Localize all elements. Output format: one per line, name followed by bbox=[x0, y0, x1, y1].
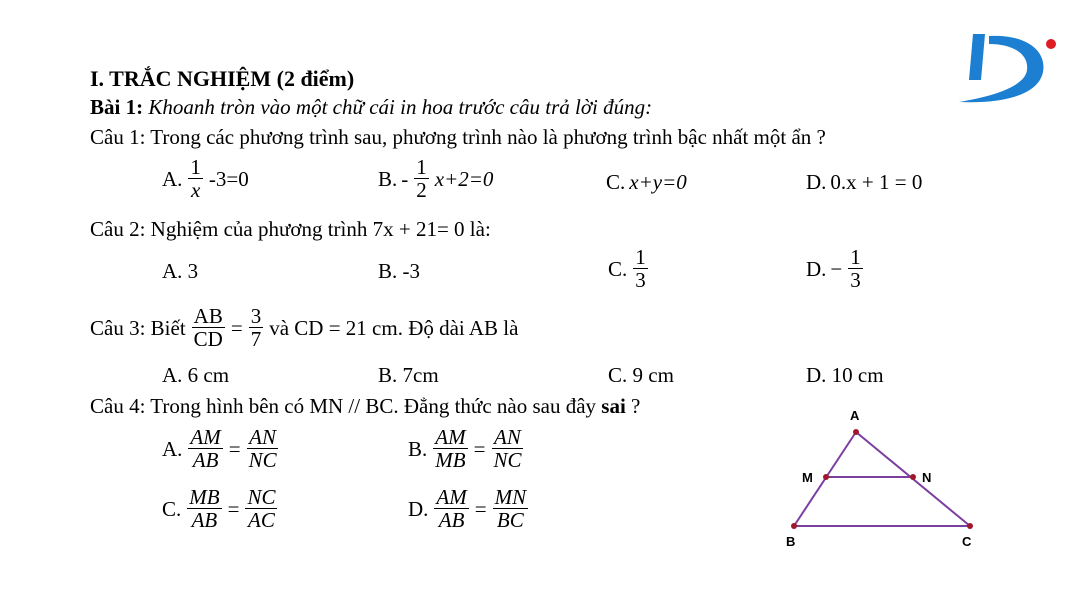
point-c bbox=[967, 523, 973, 529]
fraction bbox=[491, 426, 523, 471]
q3-suffix: và CD = 21 cm. Độ dài AB là bbox=[269, 315, 519, 340]
fraction bbox=[188, 426, 222, 471]
denominator: CD bbox=[193, 327, 223, 351]
numerator: AM bbox=[435, 425, 466, 449]
option-label: D. bbox=[408, 496, 429, 521]
label-m: M bbox=[802, 470, 813, 485]
minus-sign: - bbox=[401, 166, 409, 191]
expression: x+y=0 bbox=[629, 170, 687, 194]
fraction-ab-cd bbox=[192, 305, 225, 350]
option-label: C. bbox=[162, 496, 182, 521]
q4-text-pre: Câu 4: Trong hình bên có MN // BC. Đẳng thức nào sau đây bbox=[90, 394, 602, 418]
q3-option-a[interactable]: A. 6 cm bbox=[162, 363, 230, 387]
fraction bbox=[187, 486, 221, 531]
numerator: 1 bbox=[416, 155, 427, 179]
logo-d-icon bbox=[955, 28, 1065, 108]
numerator: AB bbox=[193, 304, 223, 328]
question-3-text bbox=[90, 305, 518, 350]
denominator: 7 bbox=[250, 327, 262, 351]
expression-tail: x+2=0 bbox=[434, 166, 494, 191]
q2-option-a[interactable]: A. 3 bbox=[162, 259, 199, 283]
fraction bbox=[434, 486, 468, 531]
denominator: x bbox=[191, 178, 201, 202]
q4-option-c[interactable] bbox=[162, 486, 279, 531]
q3-option-b[interactable]: B. 7cm bbox=[378, 363, 439, 387]
q4-text-bold: sai bbox=[601, 394, 626, 418]
fraction bbox=[848, 246, 863, 291]
q3-prefix: Câu 3: Biết bbox=[90, 315, 186, 340]
q1-option-c[interactable] bbox=[606, 169, 687, 195]
equals-sign: = bbox=[230, 315, 243, 340]
point-m bbox=[823, 474, 829, 480]
minus-sign: − bbox=[830, 256, 843, 281]
label-a: A bbox=[850, 408, 860, 423]
point-a bbox=[853, 429, 859, 435]
bai1-instruction: Khoanh tròn vào một chữ cái in hoa trước câu trả lời đúng: bbox=[148, 95, 653, 119]
numerator: AM bbox=[436, 485, 467, 509]
numerator: AN bbox=[494, 425, 521, 449]
q1-option-b[interactable] bbox=[378, 156, 493, 201]
fraction bbox=[414, 156, 429, 201]
option-label: C. bbox=[606, 170, 626, 194]
option-label: B. bbox=[408, 436, 428, 461]
option-label: A. bbox=[162, 436, 183, 461]
q4-option-a[interactable] bbox=[162, 426, 281, 471]
denominator: BC bbox=[496, 508, 524, 532]
numerator: 3 bbox=[250, 304, 262, 328]
denominator: 3 bbox=[635, 268, 646, 292]
bai1-label: Bài 1: bbox=[90, 95, 144, 119]
option-label: A. bbox=[162, 166, 183, 191]
q2-option-c[interactable] bbox=[608, 246, 650, 291]
q4-option-b[interactable] bbox=[408, 426, 525, 471]
fraction bbox=[633, 246, 648, 291]
q4-option-d[interactable] bbox=[408, 486, 530, 531]
fraction bbox=[188, 156, 203, 201]
q3-option-c[interactable]: C. 9 cm bbox=[608, 363, 674, 387]
fraction bbox=[247, 426, 279, 471]
denominator: 3 bbox=[850, 268, 861, 292]
equals-sign: = bbox=[474, 496, 487, 521]
q4-text-post: ? bbox=[625, 394, 641, 418]
question-2-text: Câu 2: Nghiệm của phương trình 7x + 21= 0 là: bbox=[90, 217, 491, 241]
option-label: C. bbox=[608, 256, 628, 281]
point-n bbox=[910, 474, 916, 480]
equals-sign: = bbox=[228, 436, 241, 461]
option-label: D. bbox=[806, 170, 827, 194]
q1-option-a[interactable] bbox=[162, 156, 249, 201]
label-n: N bbox=[922, 470, 932, 485]
fraction-3-7 bbox=[249, 305, 264, 350]
q1-option-d[interactable] bbox=[806, 169, 922, 195]
denominator: 2 bbox=[416, 178, 427, 202]
numerator: AN bbox=[249, 425, 277, 449]
fraction bbox=[493, 486, 529, 531]
q2-option-d[interactable] bbox=[806, 246, 865, 291]
question-1-text: Câu 1: Trong các phương trình sau, phương trình nào là phương trình bậc nhất một ẩn ? bbox=[90, 125, 826, 149]
numerator: NC bbox=[247, 485, 276, 509]
point-b bbox=[791, 523, 797, 529]
denominator: AC bbox=[248, 508, 275, 532]
numerator: MB bbox=[189, 485, 220, 509]
numerator: 1 bbox=[850, 245, 861, 269]
option-label: B. bbox=[378, 166, 398, 191]
q3-option-d[interactable]: D. 10 cm bbox=[806, 363, 884, 387]
label-b: B bbox=[786, 534, 796, 549]
denominator: NC bbox=[248, 448, 277, 472]
fraction bbox=[433, 426, 467, 471]
denominator: MB bbox=[435, 448, 466, 472]
expression: 0.x + 1 = 0 bbox=[830, 170, 923, 194]
denominator: NC bbox=[493, 448, 522, 472]
denominator: AB bbox=[438, 508, 465, 532]
question-4-text bbox=[90, 393, 640, 419]
numerator: MN bbox=[494, 485, 527, 509]
numerator: 1 bbox=[635, 245, 646, 269]
equals-sign: = bbox=[473, 436, 486, 461]
expression-tail: -3=0 bbox=[208, 166, 249, 191]
option-label: D. bbox=[806, 256, 827, 281]
numerator: AM bbox=[190, 425, 221, 449]
q2-option-b[interactable]: B. -3 bbox=[378, 259, 420, 283]
bai1-line bbox=[90, 94, 652, 120]
fraction bbox=[245, 486, 277, 531]
label-c: C bbox=[962, 534, 972, 549]
section-title: I. TRẮC NGHIỆM (2 điểm) bbox=[90, 66, 355, 91]
denominator: AB bbox=[191, 508, 218, 532]
equals-sign: = bbox=[227, 496, 240, 521]
denominator: AB bbox=[192, 448, 219, 472]
numerator: 1 bbox=[190, 155, 201, 179]
triangle-figure bbox=[780, 402, 990, 562]
